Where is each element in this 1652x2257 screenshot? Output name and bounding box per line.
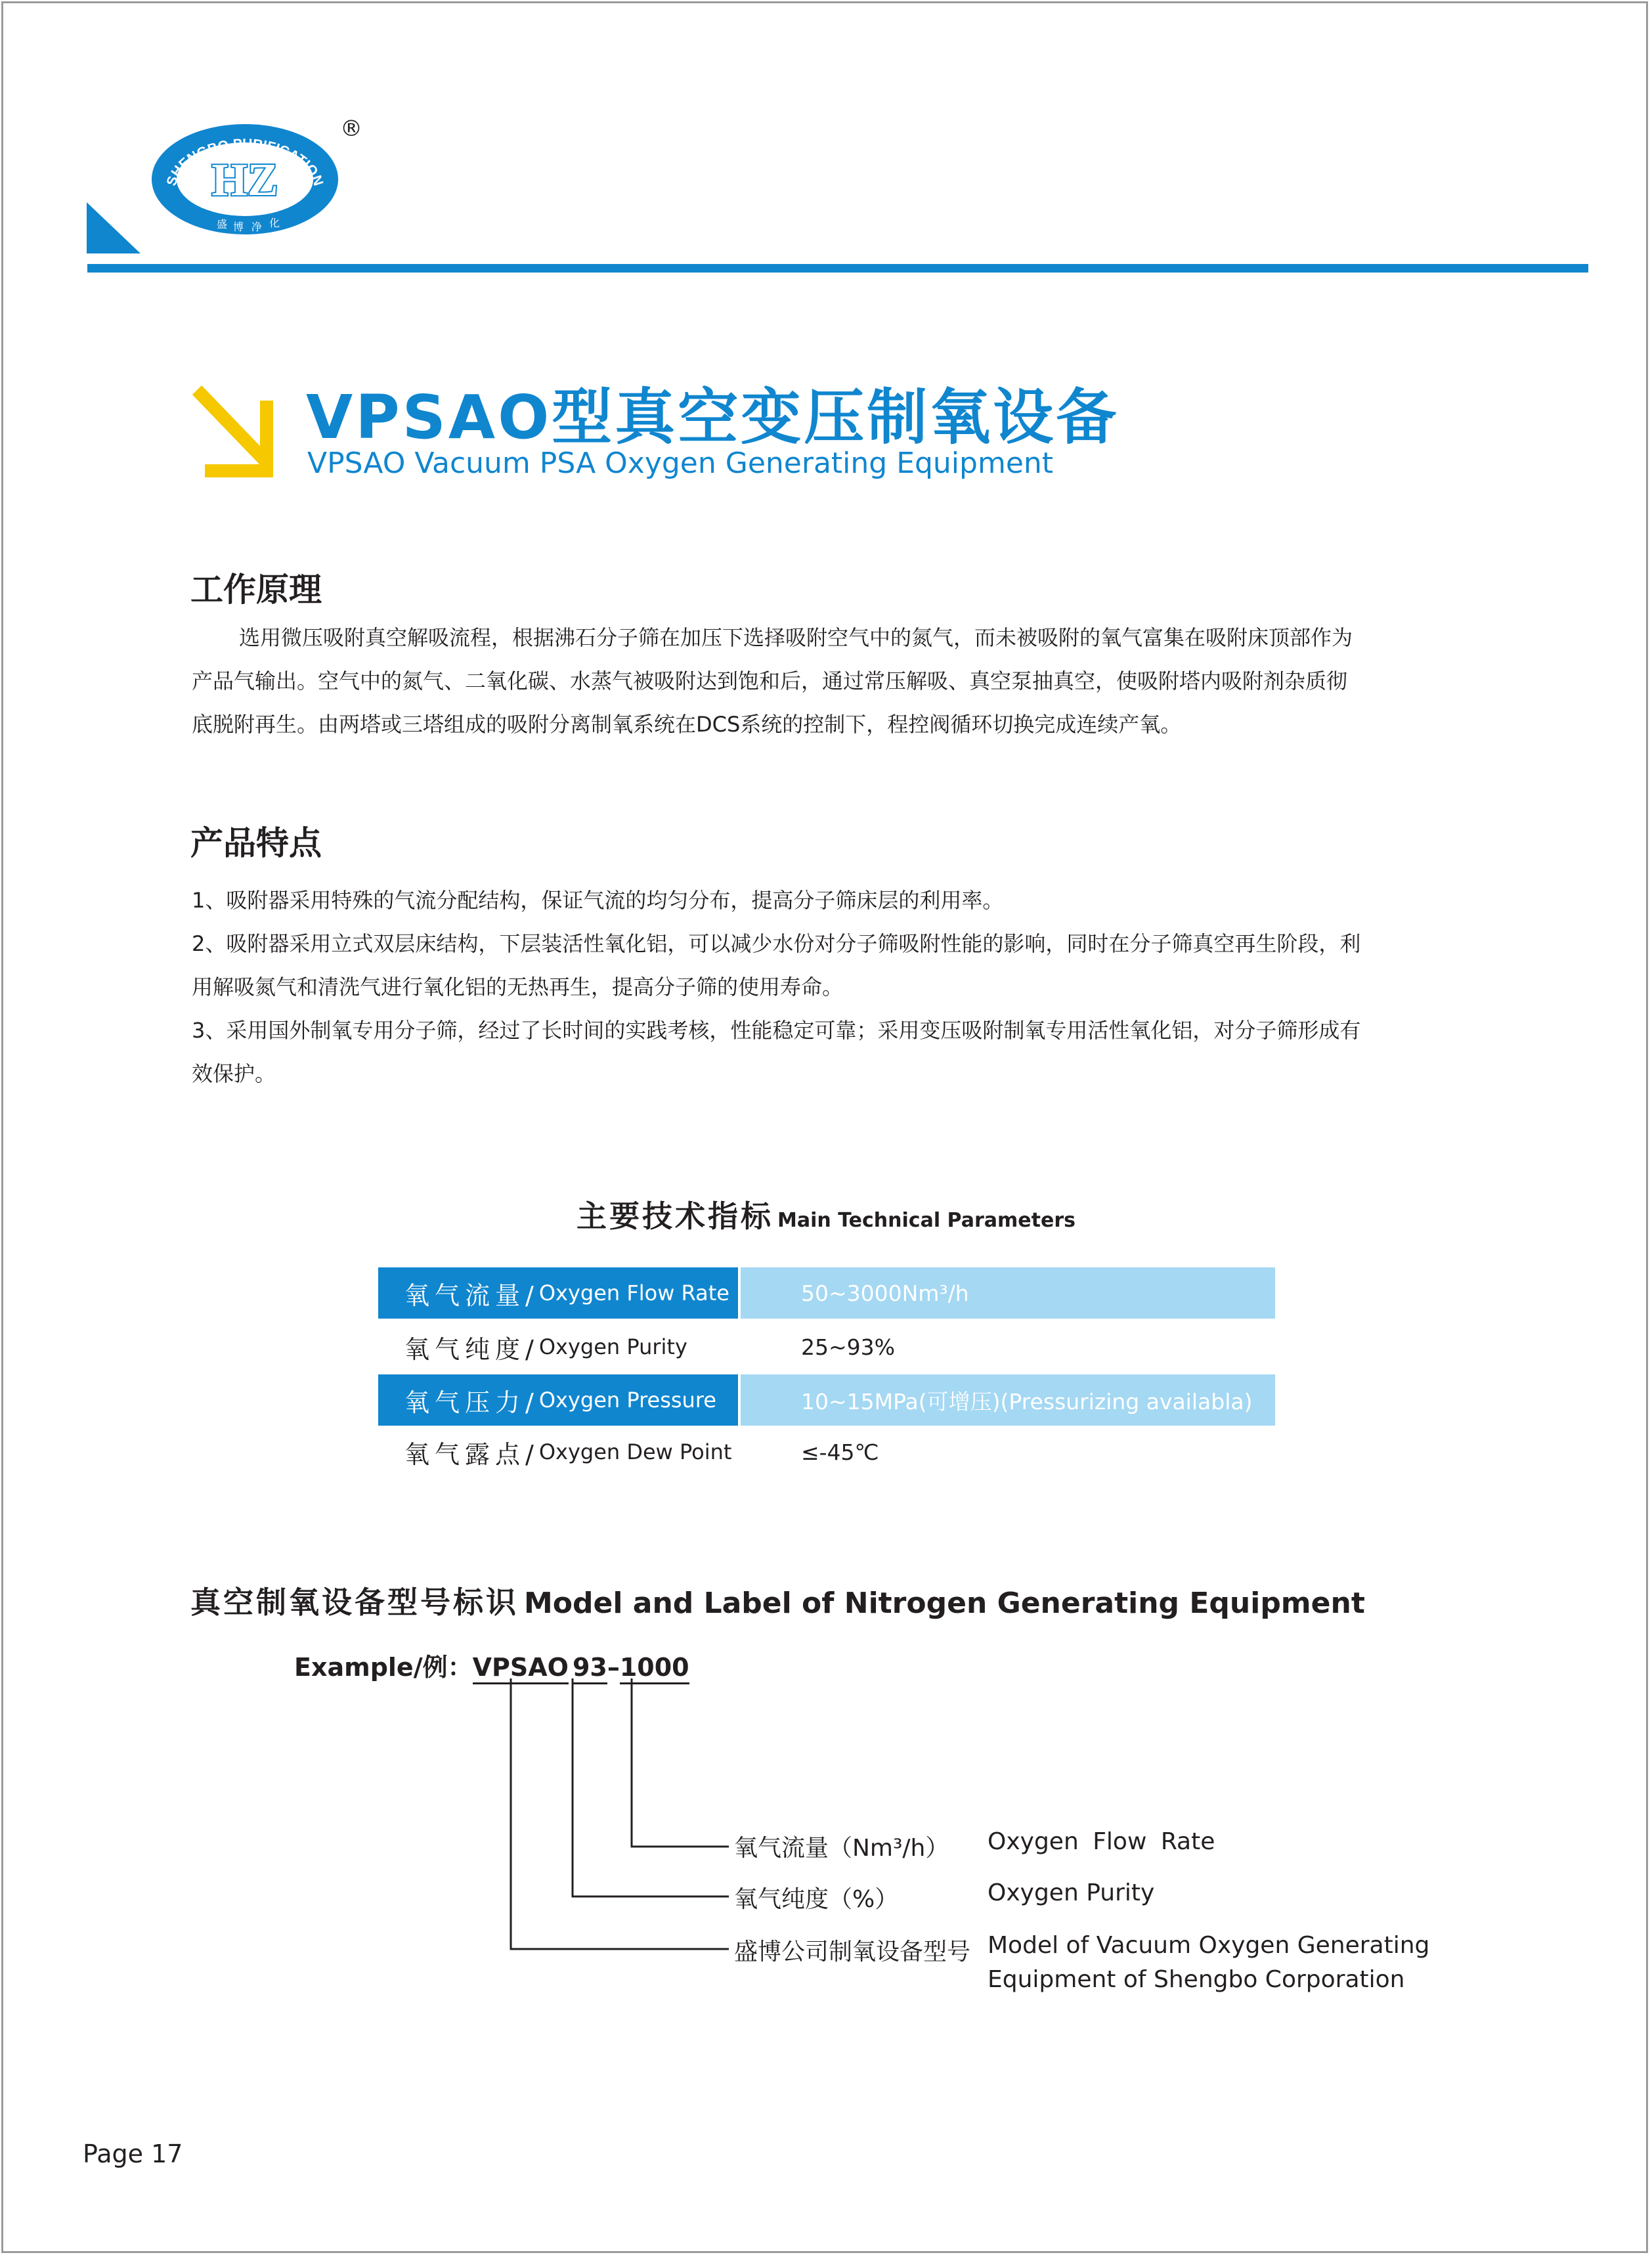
code-purity-segment: 93 <box>573 1654 607 1684</box>
logo-char-2: 博 <box>232 221 244 233</box>
example-label: Example/例： <box>294 1653 473 1682</box>
model-heading-cn: 真空制氧设备型号标识 <box>190 1585 519 1620</box>
feature-line: 2、吸附器采用立式双层床结构，下层装活性氧化铝，可以减少水份对分子筛吸附性能的影响，同时在分子筛真空再生阶段，利 <box>192 931 1361 956</box>
label-flow-en: Oxygen Flow Rate <box>988 1828 1215 1855</box>
principle-line: 选用微压吸附真空解吸流程，根据沸石分子筛在加压下选择吸附空气中的氮气，而未被吸附的氧气富集在吸附床顶部作为 <box>239 625 1353 650</box>
param-value: 25~93% <box>801 1334 895 1360</box>
registered-mark: ® <box>340 116 362 142</box>
label-model-cn: 盛博公司制氧设备型号 <box>734 1939 971 1965</box>
params-title-cn: 主要技术指标 <box>576 1198 774 1234</box>
param-name-cn: 氧气流量/ <box>404 1281 539 1310</box>
param-value: 10~15MPa(可增压)(Pressurizing availabla) <box>741 1374 1275 1426</box>
logo-char-3: 净 <box>251 221 263 233</box>
logo-char-4: 化 <box>269 217 280 229</box>
label-purity-cn: 氧气纯度（%） <box>734 1886 899 1913</box>
feature-line: 1、吸附器采用特殊的气流分配结构，保证气流的均匀分布，提高分子筛床层的利用率。 <box>192 888 1004 913</box>
page-number: Page 17 <box>83 2139 183 2168</box>
code-model-segment: VPSAO <box>473 1654 569 1684</box>
param-name-en: Oxygen Pressure <box>538 1388 716 1413</box>
features-heading: 产品特点 <box>190 824 322 862</box>
principle-line: 产品气输出。空气中的氮气、二氧化碳、水蒸气被吸附达到饱和后，通过常压解吸、真空泵抽真空，使吸附塔内吸附剂杂质彻 <box>192 668 1348 693</box>
logo-char-1: 盛 <box>216 218 228 230</box>
feature-line: 3、采用国外制氧专用分子筛，经过了长时间的实践考核，性能稳定可靠；采用变压吸附制氧专用活性氧化铝，对分子筛形成有 <box>192 1018 1361 1043</box>
principle-line: 底脱附再生。由两塔或三塔组成的吸附分离制氧系统在DCS系统的控制下，程控阀循环切换完成连续产氧。 <box>192 712 1182 737</box>
param-value: 50~3000Nm³/h <box>741 1267 1275 1319</box>
label-purity-en: Oxygen Purity <box>988 1879 1155 1906</box>
code-flow-segment: 1000 <box>620 1654 689 1684</box>
param-name-en: Oxygen Dew Point <box>538 1439 732 1464</box>
param-name-cn: 氧气露点/ <box>404 1439 539 1469</box>
feature-line: 用解吸氮气和清洗气进行氧化铝的无热再生，提高分子筛的使用寿命。 <box>192 975 844 999</box>
params-title-en: Main Technical Parameters <box>777 1209 1076 1232</box>
label-model-en: Model of Vacuum Oxygen Generating <box>988 1932 1430 1959</box>
page-subtitle: VPSAO Vacuum PSA Oxygen Generating Equipment <box>307 447 1054 480</box>
logo-letters: HZ <box>211 155 278 206</box>
page-title: VPSAO型真空变压制氧设备 <box>306 382 1119 452</box>
model-heading-en: Model and Label of Nitrogen Generating Equipment <box>524 1587 1365 1620</box>
param-value: ≤-45℃ <box>801 1439 879 1465</box>
param-name-cn: 氧气纯度/ <box>404 1334 539 1364</box>
param-name-en: Oxygen Purity <box>538 1334 687 1359</box>
label-model-en-line2: Equipment of Shengbo Corporation <box>988 1966 1405 1993</box>
logo-ring-text: SHENGBO PURIFICATION <box>163 136 326 188</box>
label-flow-cn: 氧气流量（Nm³/h） <box>734 1835 949 1862</box>
param-name-en: Oxygen Flow Rate <box>538 1281 729 1305</box>
feature-line: 效保护。 <box>192 1061 276 1086</box>
code-dash: – <box>607 1653 620 1682</box>
principle-heading: 工作原理 <box>190 571 322 609</box>
param-name-cn: 氧气压力/ <box>404 1388 539 1417</box>
